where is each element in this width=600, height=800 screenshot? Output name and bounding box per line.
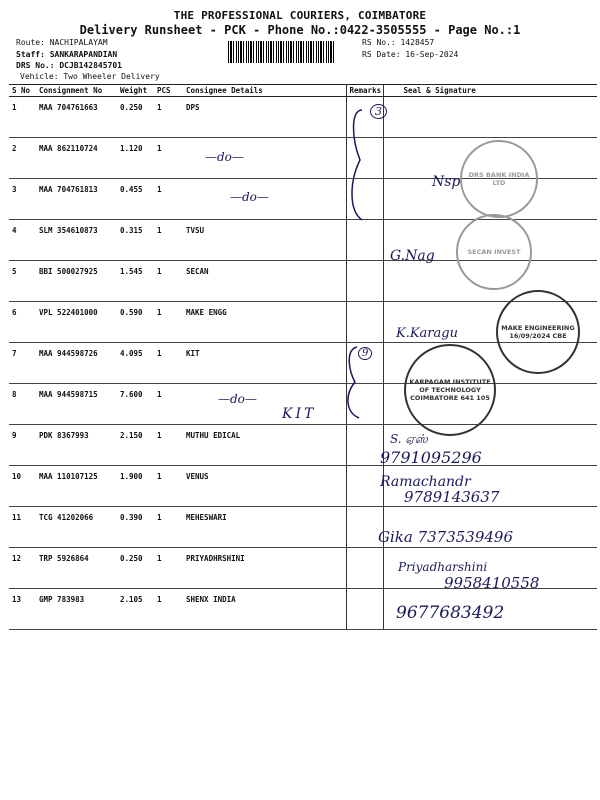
cell-consignee [183, 507, 346, 548]
cell-consignee [183, 97, 346, 138]
cell-weight-text: 4.095 [120, 349, 143, 358]
cell-consignment [36, 97, 117, 138]
cell-consignment [36, 384, 117, 425]
signature-row13: 9677683492 [396, 603, 505, 623]
cell-consignee-text: KIT [186, 349, 200, 358]
cell-consignment-text: MAA 862110724 [39, 144, 98, 153]
signature-row9-name: S. ஏஸ் [390, 432, 428, 446]
handwriting-ditto-row3: —do— [230, 190, 269, 204]
col-header-remarks: Remarks [346, 85, 383, 97]
cell-consignment [36, 138, 117, 179]
cell-consignee-text: PRIYADHRSHINI [186, 554, 245, 563]
cell-sno-text: 6 [12, 308, 17, 317]
table-row [9, 466, 597, 507]
cell-weight [117, 466, 154, 507]
cell-consignee [183, 384, 346, 425]
cell-consignment [36, 548, 117, 589]
cell-weight [117, 302, 154, 343]
cell-consignment-text: MAA 704761813 [39, 185, 98, 194]
cell-sno [9, 589, 36, 630]
cell-sno-text: 12 [12, 554, 22, 563]
cell-consignee [183, 343, 346, 384]
cell-remarks [346, 548, 383, 589]
cell-sno [9, 384, 36, 425]
cell-consignment-text: VPL 522401000 [39, 308, 98, 317]
cell-consignee [183, 589, 346, 630]
col-header-consignment: Consignment No [36, 85, 117, 97]
cell-sno [9, 220, 36, 261]
cell-pcs [154, 548, 183, 589]
cell-consignment-text: BBI 500027925 [39, 267, 98, 276]
cell-pcs [154, 138, 183, 179]
cell-consignee [183, 466, 346, 507]
cell-weight-text: 1.545 [120, 267, 143, 276]
cell-pcs-text: 1 [157, 554, 162, 563]
cell-sno-text: 5 [12, 267, 17, 276]
cell-weight-text: 0.455 [120, 185, 143, 194]
cell-pcs [154, 425, 183, 466]
remarks-count-top: 3 [370, 104, 387, 119]
stamp-drs-bank: DRS BANK INDIA LTD [460, 140, 538, 218]
cell-consignee-text: DPS [186, 103, 200, 112]
cell-pcs-text: 1 [157, 472, 162, 481]
cell-consignment-text: PDK 8367993 [39, 431, 89, 440]
signature-row11: Gika 7373539496 [378, 528, 514, 546]
col-header-seal-signature: Seal & Signature [383, 85, 597, 97]
cell-sno-text: 8 [12, 390, 17, 399]
stamp-karpagam-institute: KARPAGAM INSTITUTE OF TECHNOLOGY COIMBATORE 641 105 [404, 344, 496, 436]
cell-weight [117, 97, 154, 138]
col-header-weight: Weight [117, 85, 154, 97]
cell-weight [117, 220, 154, 261]
cell-sno-text: 7 [12, 349, 17, 358]
cell-weight [117, 261, 154, 302]
drs-number: DRS No.: DCJB142845701 [16, 61, 122, 70]
cell-consignment-text: GMP 783983 [39, 595, 85, 604]
remarks-brace-top [340, 100, 380, 230]
cell-weight-text: 0.250 [120, 554, 143, 563]
rs-number: RS No.: 1428457 [362, 38, 435, 47]
stamp-secan: SECAN INVEST [456, 214, 532, 290]
cell-weight-text: 0.250 [120, 103, 143, 112]
cell-consignee-text: VENUS [186, 472, 209, 481]
cell-pcs-text: 1 [157, 103, 162, 112]
cell-remarks [346, 302, 383, 343]
stamp-make-engineering: MAKE ENGINEERING 16/09/2024 CBE [496, 290, 580, 374]
cell-sno [9, 97, 36, 138]
cell-pcs [154, 466, 183, 507]
cell-sno [9, 138, 36, 179]
cell-consignment [36, 425, 117, 466]
cell-remarks [346, 466, 383, 507]
cell-weight [117, 425, 154, 466]
cell-pcs-text: 1 [157, 595, 162, 604]
cell-remarks [346, 261, 383, 302]
signature-row5: G.Nag [390, 248, 435, 264]
cell-pcs-text: 1 [157, 267, 162, 276]
cell-weight [117, 179, 154, 220]
cell-weight-text: 0.315 [120, 226, 143, 235]
cell-consignment [36, 179, 117, 220]
cell-consignee [183, 548, 346, 589]
cell-consignment-text: TRP 5926864 [39, 554, 89, 563]
cell-pcs-text: 1 [157, 226, 162, 235]
cell-consignment-text: MAA 944598715 [39, 390, 98, 399]
cell-consignee-text: MEHESWARI [186, 513, 227, 522]
cell-consignee [183, 425, 346, 466]
company-title: THE PROFESSIONAL COURIERS, COIMBATORE [173, 9, 427, 22]
cell-pcs [154, 97, 183, 138]
cell-weight [117, 548, 154, 589]
handwriting-ditto-row2: —do— [205, 150, 244, 164]
cell-pcs-text: 1 [157, 308, 162, 317]
cell-weight-text: 7.600 [120, 390, 143, 399]
cell-pcs [154, 302, 183, 343]
cell-consignment [36, 302, 117, 343]
cell-pcs-text: 1 [157, 513, 162, 522]
cell-weight [117, 384, 154, 425]
cell-consignment-text: TCG 41202066 [39, 513, 94, 522]
cell-sno-text: 3 [12, 185, 17, 194]
signature-row10-name: Ramachandr [380, 474, 471, 490]
table-header-row [9, 85, 597, 97]
staff-label: Staff: SANKARAPANDIAN [16, 50, 118, 59]
cell-remarks [346, 589, 383, 630]
cell-weight [117, 589, 154, 630]
cell-consignee-text: TVSU [186, 226, 205, 235]
cell-sno [9, 507, 36, 548]
barcode [228, 41, 336, 63]
cell-consignment [36, 220, 117, 261]
signature-row10-phone: 9789143637 [404, 488, 500, 506]
signature-row3: Nsp [432, 174, 461, 190]
cell-weight [117, 343, 154, 384]
cell-pcs [154, 589, 183, 630]
cell-sno-text: 4 [12, 226, 17, 235]
cell-consignment [36, 589, 117, 630]
cell-pcs-text: 1 [157, 185, 162, 194]
cell-sno [9, 302, 36, 343]
cell-sno [9, 466, 36, 507]
route-label: Route: NACHIPALAYAM [16, 38, 108, 47]
col-header-consignee: Consignee Details [183, 85, 346, 97]
cell-sno [9, 179, 36, 220]
cell-sno-text: 11 [12, 513, 22, 522]
cell-consignee-text: MUTHU EDICAL [186, 431, 241, 440]
cell-pcs [154, 507, 183, 548]
cell-pcs [154, 179, 183, 220]
cell-pcs-text: 1 [157, 390, 162, 399]
cell-sno [9, 343, 36, 384]
cell-pcs [154, 261, 183, 302]
cell-weight-text: 1.900 [120, 472, 143, 481]
cell-weight-text: 0.590 [120, 308, 143, 317]
cell-pcs [154, 343, 183, 384]
cell-sno-text: 10 [12, 472, 22, 481]
cell-consignee [183, 220, 346, 261]
cell-consignee-text: MAKE ENGG [186, 308, 227, 317]
cell-consignment-text: MAA 944598726 [39, 349, 98, 358]
cell-sno [9, 261, 36, 302]
cell-sno-text: 9 [12, 431, 17, 440]
cell-sno [9, 548, 36, 589]
cell-consignee-text: SECAN [186, 267, 209, 276]
cell-pcs [154, 220, 183, 261]
rs-date: RS Date: 16-Sep-2024 [362, 50, 459, 59]
signature-row12-phone: 9958410558 [444, 574, 540, 592]
cell-weight [117, 507, 154, 548]
cell-sno-text: 2 [12, 144, 17, 153]
cell-consignment [36, 261, 117, 302]
cell-consignee-text: SHENX INDIA [186, 595, 236, 604]
handwriting-kit-row8: KIT [282, 406, 317, 422]
cell-consignment [36, 343, 117, 384]
col-header-pcs: PCS [154, 85, 183, 97]
cell-pcs-text: 1 [157, 431, 162, 440]
cell-pcs [154, 384, 183, 425]
signature-row9-phone: 9791095296 [380, 448, 482, 467]
vehicle-label: Vehicle: Two Wheeler Delivery [20, 72, 160, 81]
cell-sno-text: 1 [12, 103, 17, 112]
cell-weight-text: 2.150 [120, 431, 143, 440]
cell-seal-signature [383, 97, 597, 138]
cell-consignment [36, 507, 117, 548]
cell-weight-text: 1.120 [120, 144, 143, 153]
signature-row6: K.Karagu [396, 326, 458, 341]
cell-consignment-text: SLM 354610873 [39, 226, 98, 235]
table-row [9, 97, 597, 138]
cell-consignment-text: MAA 704761663 [39, 103, 98, 112]
cell-consignee [183, 302, 346, 343]
cell-consignment-text: MAA 110107125 [39, 472, 98, 481]
cell-pcs-text: 1 [157, 349, 162, 358]
runsheet-subtitle: Delivery Runsheet - PCK - Phone No.:0422-3505555 - Page No.:1 [79, 23, 521, 37]
table-row [9, 425, 597, 466]
cell-weight-text: 2.105 [120, 595, 143, 604]
cell-consignment [36, 466, 117, 507]
cell-sno-text: 13 [12, 595, 22, 604]
signature-row12-name: Priyadharshini [398, 560, 488, 574]
remarks-count-bottom: 9 [358, 347, 372, 360]
cell-consignee [183, 261, 346, 302]
handwriting-ditto-row8: —do— [218, 392, 257, 406]
table-row [9, 589, 597, 630]
cell-sno [9, 425, 36, 466]
cell-weight [117, 138, 154, 179]
cell-remarks [346, 425, 383, 466]
cell-pcs-text: 1 [157, 144, 162, 153]
cell-weight-text: 0.390 [120, 513, 143, 522]
col-header-sno: S No [9, 85, 36, 97]
